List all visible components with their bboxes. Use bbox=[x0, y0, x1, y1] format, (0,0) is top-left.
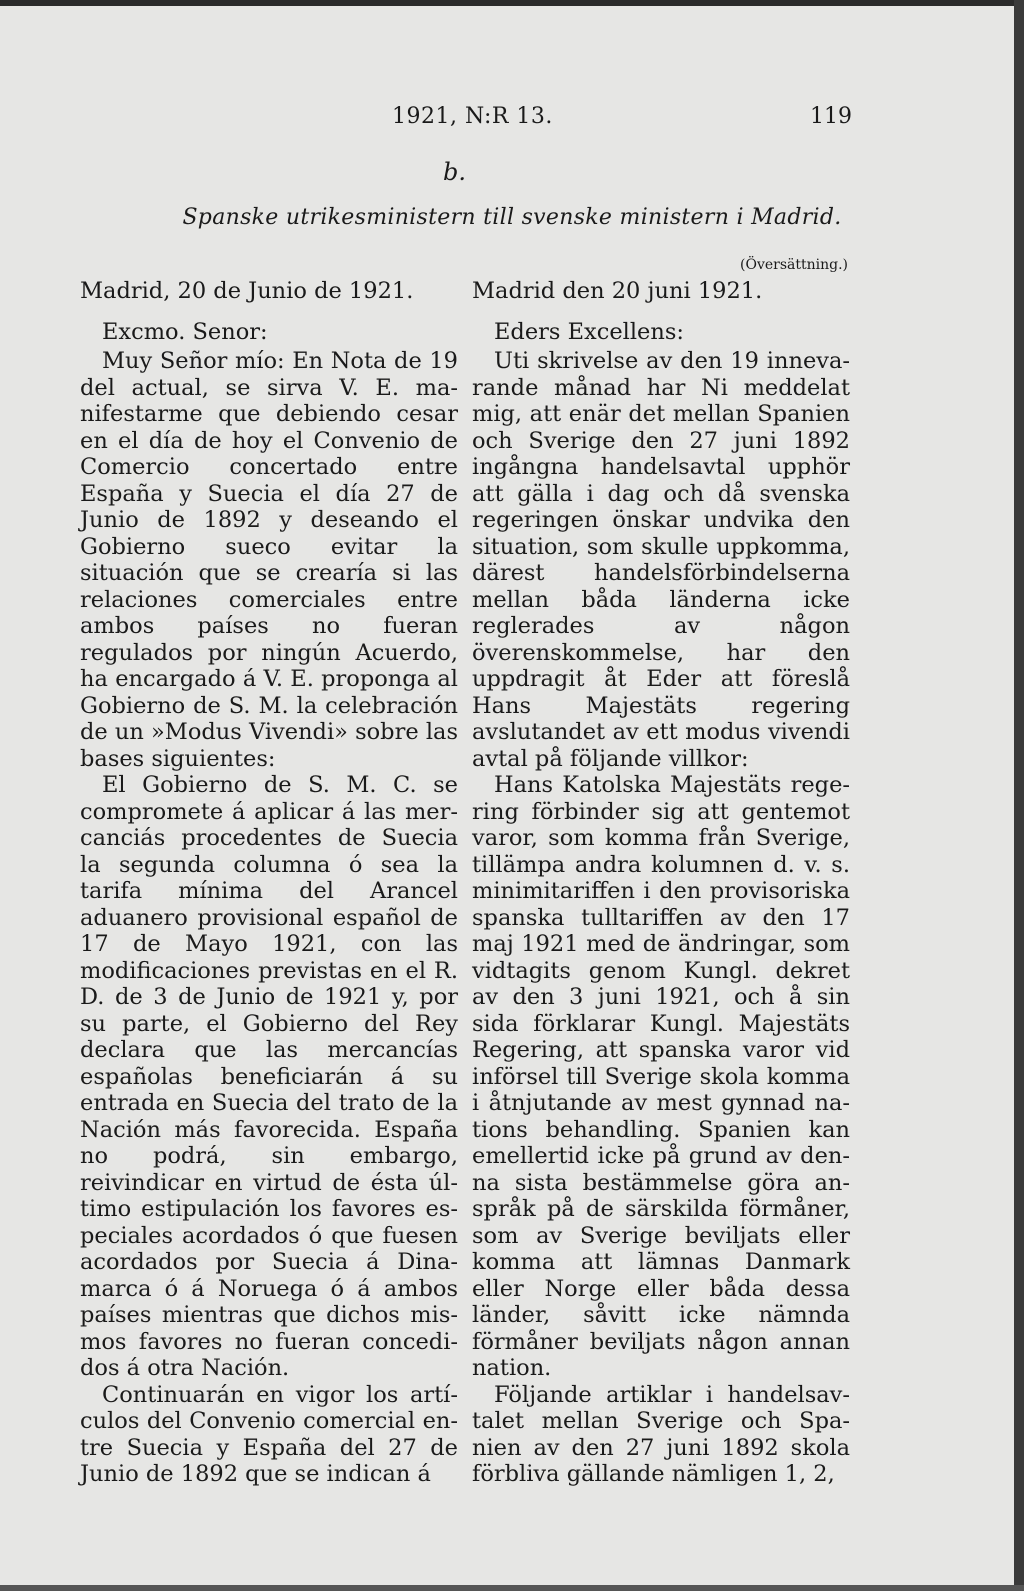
running-title: 1921, N:R 13. bbox=[392, 104, 553, 129]
paragraph: Uti skrivelse av den 19 innevarande månad har Ni meddelat mig, att enär det mellan Spanien och Sverige den 27 juni 1892 ingångna handelsavtal upphör att gälla i dag och då svenska regeringen önskar undvika den situation, som skulle uppkomma, därest handelsförbindelserna mellan båda länderna icke reglerades av någon överenskommelse, har den uppdragit åt Eder att föreslå Hans Majestäts regering avslutandet av ett modus vivendi avtal på följande villkor: bbox=[472, 348, 850, 772]
scan-border-top bbox=[0, 0, 1024, 6]
paragraph: Muy Señor mío: En Nota de 19 del actual, se sirva V. E. manifestarme que debiendo cesar en el día de hoy el Convenio de Comercio concertado entre España y Suecia el día 27 de Junio de 1892 y deseando el Gobierno sueco evitar la situación que se crearía si las relaciones comerciales entre ambos países no fueran regulados por ningún Acuerdo, ha encargado á V. E. proponga al Gobierno de S. M. la celebración de un »Modus Vivendi» sobre las bases siguientes: bbox=[80, 348, 458, 772]
paragraph: El Gobierno de S. M. C. se compromete á aplicar á las mercanciás procedentes de Suecia la segunda columna ó sea la tarifa mínima del Arancel aduanero provisional español de 17 de Mayo 1921, con las modificaciones previstas en el R. D. de 3 de Junio de 1921 y, por su parte, el Gobierno del Rey declara que las mercancías españolas beneficiarán á su entrada en Suecia del trato de la Nación más favorecida. España no podrá, sin embargo, reivindicar en virtud de ésta último estipulación los favores especiales acordados ó que fuesen acordados por Suecia á Dinamarca ó á Noruega ó á ambos países mientras que dichos mismos favores no fueran concedidos á otra Nación. bbox=[80, 772, 458, 1381]
letter-date: Madrid den 20 juni 1921. bbox=[472, 278, 763, 304]
paragraph: Följande artiklar i handelsavtalet mellan Sverige och Spanien av den 27 juni 1892 skola förbliva gällande nämligen 1, 2, bbox=[472, 1381, 850, 1487]
scan-border-right bbox=[1014, 0, 1024, 1591]
section-letter: b. bbox=[443, 158, 466, 186]
spanish-column bbox=[80, 256, 458, 1488]
scan-border-bottom bbox=[0, 1585, 1024, 1591]
translation-note: (Översättning.) bbox=[740, 257, 848, 273]
document-title: Spanske utrikesministern till svenske ministern i Madrid. bbox=[182, 205, 842, 230]
salutation: Eders Excellens: bbox=[494, 319, 684, 345]
paragraph: Continuarán en vigor los artículos del Convenio comercial entre Suecia y España del 27 de Junio de 1892 que se indican á bbox=[80, 1381, 458, 1487]
spacer bbox=[80, 256, 458, 274]
swedish-column bbox=[472, 256, 850, 1488]
salutation: Excmo. Senor: bbox=[102, 319, 268, 345]
page-number: 119 bbox=[810, 104, 852, 129]
letter-date: Madrid, 20 de Junio de 1921. bbox=[80, 278, 414, 304]
paragraph: Hans Katolska Majestäts regering förbinder sig att gentemot varor, som komma från Sverige, tillämpa andra kolumnen d. v. s. minimitariffen i den provisoriska spanska tulltariffen av den 17 maj 1921 med de ändringar, som vidtagits genom Kungl. dekret av den 3 juni 1921, och å sin sida förklarar Kungl. Majestäts Regering, att spanska varor vid införsel till Sverige skola komma i åtnjutande av mest gynnad nations behandling. Spanien kan emellertid icke på grund av denna sista bestämmelse göra anspråk på de särskilda förmåner, som av Sverige beviljats eller komma att lämnas Danmark eller Norge eller båda dessa länder, såvitt icke nämnda förmåner beviljats någon annan nation. bbox=[472, 772, 850, 1381]
